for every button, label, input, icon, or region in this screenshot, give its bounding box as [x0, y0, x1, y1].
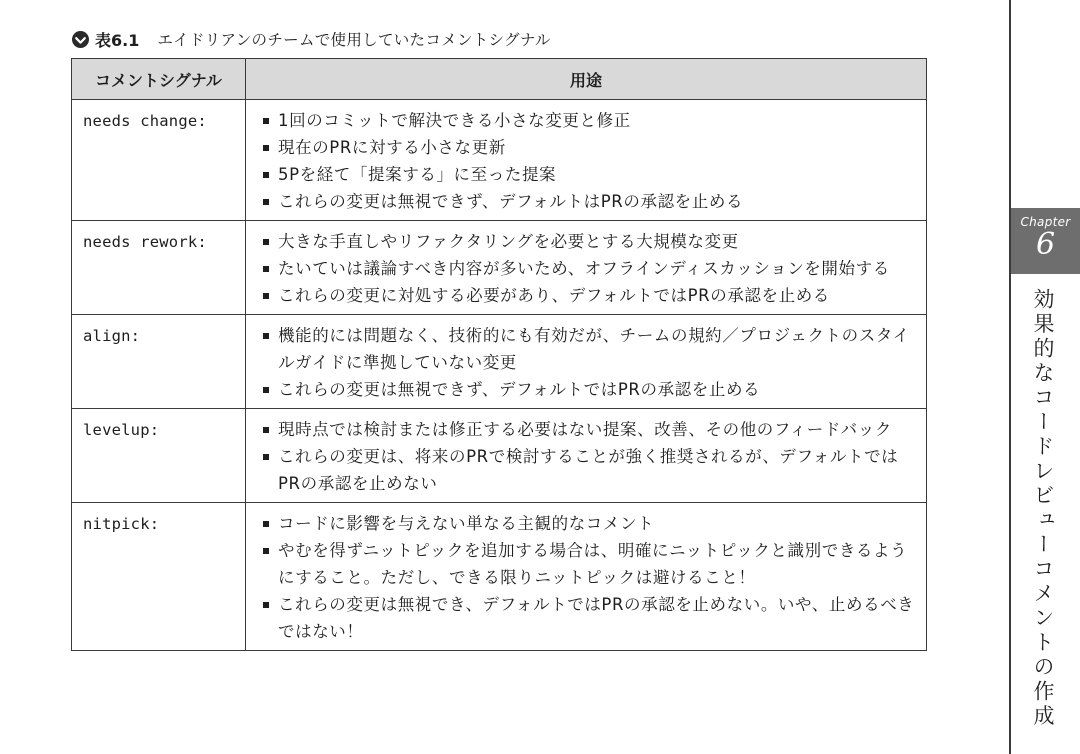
table-caption [72, 26, 551, 52]
usage-item [260, 376, 916, 403]
usage-item-text: 5Pを経て「提案する」に至った提案 [278, 165, 557, 184]
square-bullet-icon [263, 145, 269, 151]
usage-list [260, 107, 916, 215]
usage-item [260, 134, 916, 161]
square-bullet-icon [263, 199, 269, 205]
square-bullet-icon [263, 387, 269, 393]
usage-item-text: コードに影響を与えない単なる主観的なコメント [278, 514, 655, 533]
usage-cell [246, 100, 927, 221]
usage-cell [246, 503, 927, 651]
usage-item [260, 161, 916, 188]
usage-item [260, 510, 916, 537]
signal-cell: nitpick: [72, 503, 246, 651]
square-bullet-icon [263, 548, 269, 554]
usage-cell [246, 409, 927, 503]
header-usage: 用途 [246, 59, 927, 100]
usage-item [260, 416, 916, 443]
usage-item-text: 現時点では検討または修正する必要はない提案、改善、その他のフィードバック [278, 420, 892, 439]
usage-item-text: 機能的には問題なく、技術的にも有効だが、チームの規約／プロジェクトのスタイルガイドに準拠していない変更 [278, 326, 910, 372]
square-bullet-icon [263, 172, 269, 178]
usage-item-text: やむを得ずニットピックを追加する場合は、明確にニットピックと識別できるようにすること。ただし、できる限りニットピックは避けること！ [278, 541, 908, 587]
square-bullet-icon [263, 266, 269, 272]
square-bullet-icon [263, 602, 269, 608]
usage-item-text: たいていは議論すべき内容が多いため、オフラインディスカッションを開始する [278, 259, 890, 278]
usage-cell [246, 221, 927, 315]
square-bullet-icon [263, 333, 269, 339]
table-header-row [72, 59, 927, 100]
usage-item-text: これらの変更に対処する必要があり、デフォルトではPRの承認を止める [278, 286, 830, 305]
sidebar-divider [1009, 0, 1011, 754]
table-row [72, 221, 927, 315]
table-row [72, 315, 927, 409]
square-bullet-icon [263, 118, 269, 124]
usage-item-text: これらの変更は無視でき、デフォルトではPRの承認を止めない。いや、止めるべきではない！ [278, 595, 915, 641]
usage-item [260, 188, 916, 215]
usage-item [260, 107, 916, 134]
usage-list [260, 510, 916, 645]
usage-item [260, 537, 916, 591]
chapter-tab [1011, 208, 1080, 274]
table-row [72, 503, 927, 651]
signal-cell: align: [72, 315, 246, 409]
usage-item [260, 322, 916, 376]
usage-item-text: 大きな手直しやリファクタリングを必要とする大規模な変更 [278, 232, 739, 251]
square-bullet-icon [263, 521, 269, 527]
usage-item [260, 255, 916, 282]
comment-signal-table [71, 58, 927, 651]
usage-list [260, 416, 916, 497]
usage-list [260, 228, 916, 309]
header-signal: コメントシグナル [72, 59, 246, 100]
usage-item-text: 1回のコミットで解決できる小さな変更と修正 [278, 111, 631, 130]
chapter-label: Chapter [1020, 215, 1071, 229]
signal-cell: needs change: [72, 100, 246, 221]
table-row [72, 409, 927, 503]
signal-cell: needs rework: [72, 221, 246, 315]
chapter-title: 効果的なコードレビューコメントの作成 [1031, 288, 1055, 729]
usage-item-text: これらの変更は無視できず、デフォルトではPRの承認を止める [278, 380, 761, 399]
square-bullet-icon [263, 427, 269, 433]
usage-cell [246, 315, 927, 409]
square-bullet-icon [263, 239, 269, 245]
usage-list [260, 322, 916, 403]
chapter-number: 6 [1035, 227, 1056, 262]
table-title: エイドリアンのチームで使用していたコメントシグナル [157, 31, 551, 49]
usage-item-text: 現在のPRに対する小さな更新 [278, 138, 506, 157]
table-row [72, 100, 927, 221]
usage-item [260, 591, 916, 645]
signal-cell: levelup: [72, 409, 246, 503]
usage-item [260, 228, 916, 255]
usage-item-text: これらの変更は無視できず、デフォルトはPRの承認を止める [278, 192, 744, 211]
table-number: 表6.1 [95, 30, 140, 50]
usage-item-text: これらの変更は、将来のPRで検討することが強く推奨されるが、デフォルトではPRの承認を止めない [278, 447, 899, 493]
square-bullet-icon [263, 454, 269, 460]
square-bullet-icon [263, 293, 269, 299]
circle-arrow-down-icon [72, 31, 89, 48]
usage-item [260, 443, 916, 497]
usage-item [260, 282, 916, 309]
